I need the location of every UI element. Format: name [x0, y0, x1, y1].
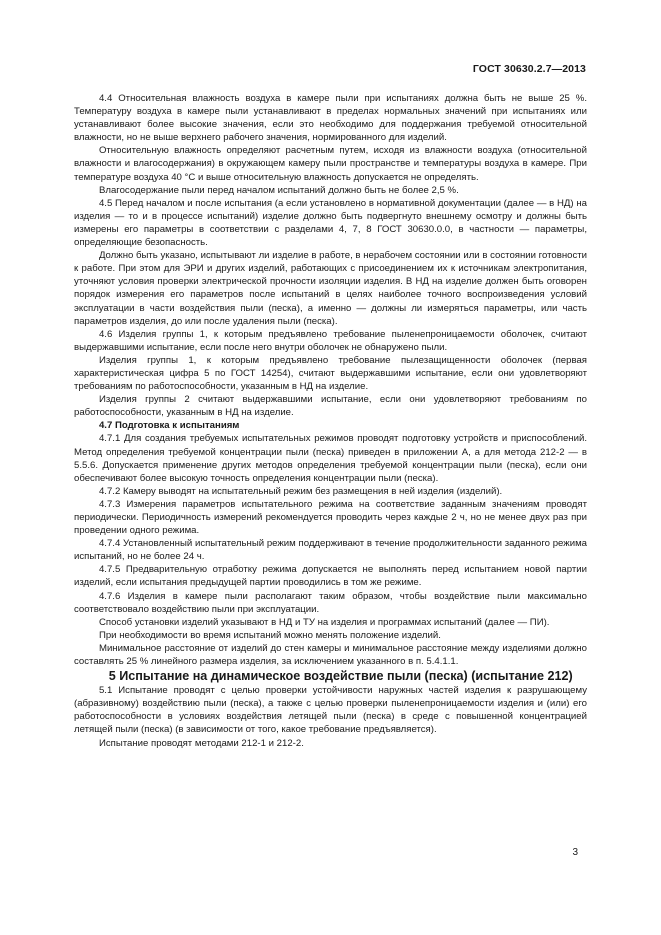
paragraph-group1-dustproof: Изделия группы 1, к которым предъявлено требование пылезащищенности оболочек (первая характеристическая цифра 5 по ГОСТ 14254), считают выдержавшими испытание, если они удовлетворяют требованиям по работоспособности, указанным в НД на изделие. — [74, 354, 587, 393]
paragraph-4-7-5: 4.7.5 Предварительную отработку режима допускается не выполнять перед испытанием новой партии изделий, если испытания предыдущей партии проводились в том же режиме. — [74, 564, 587, 589]
document-body — [74, 92, 587, 750]
subsection-heading-4-7: 4.7 Подготовка к испытаниям — [98, 420, 240, 432]
paragraph-4-7-6: 4.7.6 Изделия в камере пыли располагают таким образом, чтобы воздействие пыли максимально соответствовало воздействию пыли при эксплуатации. — [74, 590, 587, 615]
paragraph-5-1: 5.1 Испытание проводят с целью проверки устойчивости наружных частей изделия к разрушающему (абразивному) воздействию пыли (песка), а также с целью проверки пыленепроницаемости изделия и (или) его работоспособности в условиях воздействия летящей пыли (песка) в среде с повышенной концентрацией летящей пыли (песка) (в зависимости от того, какое требование предъявляется). — [74, 685, 587, 736]
page-number: 3 — [572, 847, 578, 858]
paragraph-4-7-2: 4.7.2 Камеру выводят на испытательный режим без размещения в ней изделия (изделий). — [98, 485, 503, 497]
paragraph-humidity-calc: Относительную влажность определяют расчетным путем, исходя из влажности воздуха (относительной влажности и влагосодержания) в окружающем камеру пыли пространстве и температуры воздуха в камере. При температуре воздуха 40 °С и выше относительную влажность допускается не определять. — [74, 145, 587, 183]
paragraph-installation-method: Способ установки изделий указывают в НД и ТУ на изделия и программах испытаний (далее — ПИ). — [98, 616, 550, 628]
paragraph-min-distance: Минимальное расстояние от изделий до стен камеры и минимальное расстояние между изделиями должно составлять 25 % линейного размера изделия, за исключением указанного в п. 5.4.1.1. — [74, 642, 587, 668]
paragraph-operating-state: Должно быть указано, испытывают ли изделие в работе, в нерабочем состоянии или в состоянии готовности к работе. При этом для ЭРИ и других изделий, работающих с присоединением их к источникам электропитания, уточняют условия проверки электрической прочности изоляции изделия. В НД на изделие должен быть оговорен порядок измерения его параметров после испытаний в целях наиболее точного воспроизведения условий эксплуатации в части воздействия пыли (песка), а именно — должны ли измеряться параметры, или часть параметров изделия, до или после удаления пыли (песка). — [74, 250, 587, 327]
document-code: ГОСТ 30630.2.7—2013 — [472, 63, 586, 75]
paragraph-4-5: 4.5 Перед началом и после испытания (а если установлено в нормативной документации (далее — в НД) на изделия — то и в процессе испытаний) изделие должно быть подвергнуто внешнему осмотру и должны быть измерены его параметры в соответствии с разделами 4, 7, 8 ГОСТ 30630.0.0, в частности — параметры, определяющие безопасность. — [74, 197, 587, 249]
paragraph-position-change: При необходимости во время испытаний можно менять положение изделий. — [98, 629, 441, 641]
paragraph-moisture-content: Влагосодержание пыли перед началом испытаний должно быть не более 2,5 %. — [98, 184, 459, 196]
paragraph-4-7-3: 4.7.3 Измерения параметров испытательного режима на соответствие заданным значениям проводят периодически. Периодичность измерений рекомендуется проводить через каждые 2 ч, но не менее двух раз при проведении одного режима. — [74, 498, 587, 537]
paragraph-methods: Испытание проводят методами 212-1 и 212-2. — [98, 737, 304, 749]
paragraph-4-7-1: 4.7.1 Для создания требуемых испытательных режимов проводят подготовку устройств и приспособлений. Метод определения требуемой концентрации пыли (песка) приведен в приложении А, а для метода 212-2 — в 5.5.6. Допускается применение других методов определения требуемой концентрации пыли (песка), если они обеспечивают более высокую точность определения концентрации пыли (песка). — [74, 433, 587, 484]
paragraph-4-6: 4.6 Изделия группы 1, к которым предъявлено требование пыленепроницаемости оболочек, считают выдержавшими испытание, если после него внутри оболочек не обнаружено пыли. — [74, 328, 587, 353]
paragraph-group2: Изделия группы 2 считают выдержавшими испытание, если они удовлетворяют требованиям по работоспособности, указанным в НД на изделие. — [74, 394, 587, 419]
paragraph-4-7-4: 4.7.4 Установленный испытательный режим поддерживают в течение продолжительности заданного режима испытаний, но не более 24 ч. — [74, 538, 587, 563]
section-heading-5: 5 Испытание на динамическое воздействие пыли (песка) (испытание 212) — [108, 669, 573, 684]
paragraph-4-4: 4.4 Относительная влажность воздуха в камере пыли при испытаниях должна быть не выше 25 %. Температуру воздуха в камере пыли устанавливают в пределах нормальных значений при испытаниях или устанавливают более высокие значения, если это необходимо для поддержания требуемой относительной влажности, но не выше верхнего рабочего значения, нормированного для изделий. — [74, 93, 587, 144]
